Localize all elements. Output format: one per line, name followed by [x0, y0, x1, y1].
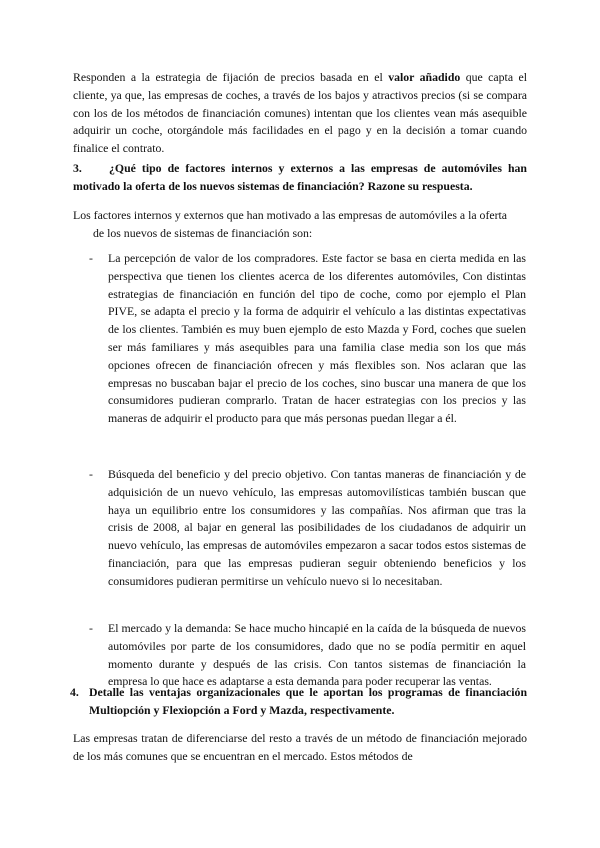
question-4-number: 4.: [70, 685, 79, 699]
question-3-number: 3.: [73, 161, 82, 175]
intro-text-start: Responden a la estrategia de fijación de precios basada en el: [73, 70, 389, 84]
lead-paragraph: [73, 207, 527, 243]
intro-bold-term: valor añadido: [388, 70, 461, 84]
list-item-text: El mercado y la demanda: Se hace mucho hincapié en la caída de la búsqueda de nuevos automóviles por parte de los consumidores, dado que no se podía permitir en aquel momento durante y después de las crisis. Con tantos sistemas de financiación la empresa lo que hace es adaptarse a esta demanda para poder recuperar las ventas.: [108, 621, 526, 689]
question-3-text: ¿Qué tipo de factores internos y externos a las empresas de automóviles han motivado la oferta de los nuevos sistemas de financiación? Razone su respuesta.: [73, 161, 527, 193]
question-4-text: Detalle las ventajas organizacionales que le aportan los programas de financiación Multiopción y Flexiopción a Ford y Mazda, respectivamente.: [89, 685, 527, 717]
bullet-dash: -: [89, 467, 93, 481]
closing-paragraph: Las empresas tratan de diferenciarse del resto a través de un método de financiación mejorado de los más comunes que se encuentran en el mercado. Estos métodos de: [73, 731, 527, 763]
bullet-dash: -: [89, 251, 93, 265]
question-3-heading: [73, 160, 527, 196]
list-item-text: Búsqueda del beneficio y del precio objetivo. Con tantas maneras de financiación y de adquisición de un nuevo vehículo, las empresas automovilísticas también buscan que haya un equilibrio entre los consumidores y las compañías. Nos afirman que tras la crisis de 2008, al bajar en general las posibilidades de los ciudadanos de adquirir un nuevo vehículo, las empresas de automóviles empezaron a sacar todos estos sistemas de financiación, para que las empresas pudieran seguir obteniendo beneficios y los consumidores pudieran permitirse un vehículo nuevo si lo necesitaban.: [108, 467, 526, 588]
question-4-heading: [70, 684, 527, 720]
lead-line-2: de los nuevos de sistemas de financiación son:: [93, 225, 313, 240]
intro-paragraph: [73, 69, 527, 158]
lead-line-1: Los factores internos y externos que han motivado a las empresas de automóviles a la oferta: [73, 208, 508, 222]
intro-text-end: que capta el cliente, ya que, las empresas de coches, a través de los bajos y atractivos precios (si se compara con los de los métodos de financiación comunes) intentan que los clientes vean más asequible adquirir un coche, otorgándole más facilidades en el pago y en la decisión a tomar cuando finalice el contrato.: [73, 70, 528, 156]
list-item-text: La percepción de valor de los compradores. Este factor se basa en cierta medida en las perspectiva que tienen los clientes acerca de los diferentes automóviles, Con distintas estrategias de financiación en función del tipo de coche, como por ejemplo el Plan PIVE, se adapta el precio y la forma de adquirir el vehículo a las distintas expectativas de los clientes. También es muy buen ejemplo de esto Mazda y Ford, coches que suelen ser más familiares y más asequibles para una familia clase media son los que más opciones ofrecen de financiación ofrecen y más flexibles son. Nos aclaran que las empresas no buscaban bajar el precio de los coches, sino buscar una manera de que los consumidores pudieran comprarlo. Tratan de hacer estrategias con los precios y las maneras de adquirir el producto para que más personas puedan llegar a él.: [108, 251, 526, 426]
bullet-dash: -: [89, 621, 93, 635]
